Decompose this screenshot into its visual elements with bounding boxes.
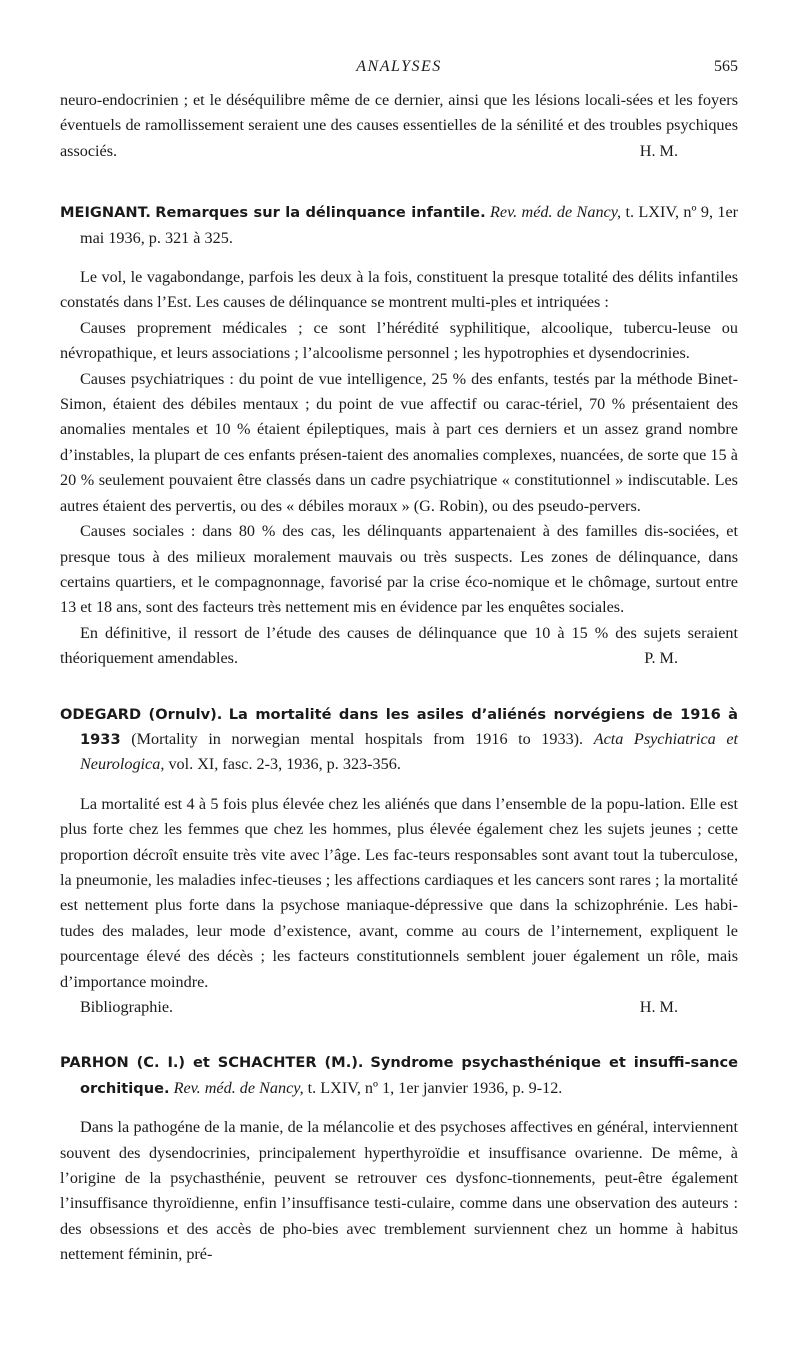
review-title: La mortalité dans les asiles d’aliénés norvégiens de 1916 à 1933 <box>80 705 739 748</box>
intro-signature: H. M. <box>639 141 678 160</box>
review-subtitle: (Mortality in norwegian mental hospitals from 1916 to 1933). <box>131 729 584 748</box>
review-paragraph: Causes psychiatriques : du point de vue intelligence, 25 % des enfants, testés par la méthode Binet-Simon, étaient des débiles mentaux ; du point de vue affectif ou carac-tériel, 70 % présentaient des anomalies mentales et 10 % étaient épileptiques, mais à part ces derniers et un assez grand nombre d’instables, la plupart de ces enfants présen-taient des anomalies complexes, nuancées, de sorte que 15 à 20 % seulement pouvaient être classés dans un cadre psychiatrique « constitutionnel » indiscutable. Les autres étaient des pervertis, ou des « débiles moraux » (G. Robin), ou des pseudo-pervers. <box>60 369 738 515</box>
review-meignant <box>60 200 738 671</box>
review-journal: Rev. méd. de Nancy, <box>173 1078 304 1097</box>
review-citation: vol. XI, fasc. 2-3, 1936, p. 323-356. <box>168 755 401 774</box>
review-heading <box>60 200 738 251</box>
review-signature: H. M. <box>639 998 678 1016</box>
review-body <box>60 1115 738 1267</box>
review-title: Remarques sur la délinquance infantile. <box>155 204 486 222</box>
review-citation: t. LXIV, nº 9, 1er mai 1936, p. 321 à 325. <box>80 203 739 247</box>
review-body <box>60 792 738 1021</box>
review-heading <box>60 702 738 778</box>
review-citation: t. LXIV, nº 1, 1er janvier 1936, p. 9-12. <box>307 1078 563 1097</box>
review-paragraph-text: En définitive, il ressort de l’étude des causes de délinquance que 10 à 15 % des sujets seraient théoriquement amendables. <box>60 623 738 668</box>
review-title: Syndrome psychasthénique et insuffi-sance orchitique. <box>80 1054 739 1097</box>
review-odegard <box>60 702 738 1021</box>
page-content <box>60 88 738 1268</box>
review-paragraph-final <box>60 621 738 672</box>
review-body <box>60 265 738 672</box>
review-paragraph: Causes sociales : dans 80 % des cas, les délinquants appartenaient à des familles dis-sociées, et presque tous à des milieux moralement mauvais ou très suspects. Les zones de délinquance, dans certains quartiers, et le compagnonnage, favorisé par la crise éco-nomique et le chômage, surtout entre 13 et 18 ans, sont des facteurs très nettement mis en évidence par les enquêtes sociales. <box>60 522 738 617</box>
page-header <box>60 58 738 82</box>
review-author: MEIGNANT. <box>60 204 151 222</box>
review-journal: Rev. méd. de Nancy, <box>490 203 622 222</box>
review-author: ODEGARD (Ornulv). <box>60 705 223 723</box>
review-parhon <box>60 1050 738 1267</box>
page-number: 565 <box>714 58 738 75</box>
bibliography-line <box>60 995 738 1020</box>
review-signature: P. M. <box>644 649 678 668</box>
review-journal: Acta Psychiatrica et Neurologica, <box>80 729 738 774</box>
running-title: ANALYSES <box>356 58 442 75</box>
review-paragraph: Le vol, le vagabondange, parfois les deux à la fois, constituent la presque totalité des délits infantiles constatés dans l’Est. Les causes de délinquance se montrent multi-ples et intriquées : <box>60 268 738 312</box>
intro-text: neuro-endocrinien ; et le déséquilibre même de ce dernier, ainsi que les lésions locali-sées et les foyers éventuels de ramollissement seraient une des causes essentielles de la sénilité et des troubles psychiques associés. <box>60 91 738 160</box>
review-heading <box>60 1050 738 1101</box>
intro-paragraph <box>60 88 738 164</box>
review-paragraph: Dans la pathogéne de la manie, de la mélancolie et des psychoses affectives en général, interviennent souvent des dysendocrinies, principalement hyperthyroïdie et insuffisance ovarienne. De même, à l’origine de la psychasthénie, peuvent se retrouver ces dysfonc-tionnements, peut-être également l’insuffisance thyroïdienne, enfin l’insuffisance testi-culaire, comme dans une observation des auteurs : des obsessions et des accès de pho-bies avec tremblement surviennent chez un homme à habitus nettement féminin, pré- <box>60 1118 738 1264</box>
review-paragraph: Causes proprement médicales ; ce sont l’hérédité syphilitique, alcoolique, tubercu-leuse ou névropathique, et leurs associations ; l’alcoolisme personnel ; les hypotrophies et dysendocrinies. <box>60 318 738 363</box>
bibliography-label: Bibliographie. <box>80 998 174 1016</box>
review-paragraph: La mortalité est 4 à 5 fois plus élevée chez les aliénés que dans l’ensemble de la popu-lation. Elle est plus forte chez les femmes que chez les hommes, plus élevée également chez les sujets jeunes ; cette proportion décroît ensuite très vite avec l’âge. Les fac-teurs responsables sont avant tout la tuberculose, la pneumonie, les maladies infec-tieuses ; les affections cardiaques et les cancers sont rares ; la mortalité est nettement plus forte dans la psychose maniaque-dépressive que dans la schizophrénie. Les habi-tudes des malades, leur mode d’existence, avant, comme au cours de l’internement, expliquent le pourcentage élevé des décès ; les facteurs constitutionnels semblent jouer également un rôle, mais d’importance moindre. <box>60 794 738 991</box>
review-author: PARHON (C. I.) et SCHACHTER (M.). <box>60 1054 364 1072</box>
